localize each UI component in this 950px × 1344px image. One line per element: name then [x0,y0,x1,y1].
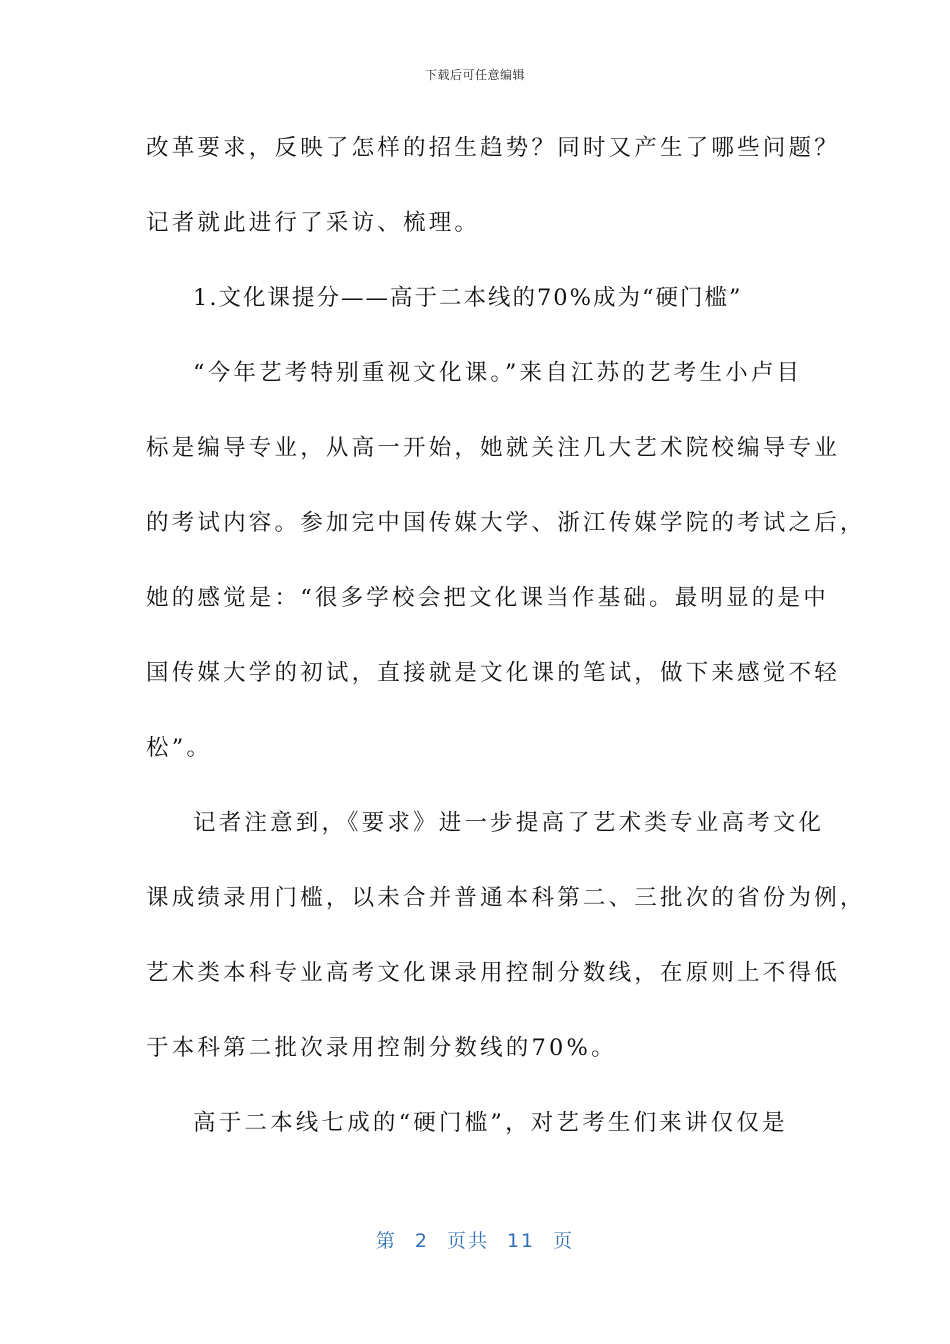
section-heading: 1.文化课提分——高于二本线的70%成为“硬门槛” [193,285,743,311]
text-line: 她的感觉是：“很多学校会把文化课当作基础。最明显的是中 [146,585,829,611]
text-line: 松”。 [146,735,213,761]
paragraph-start: “今年艺考特别重视文化课。”来自江苏的艺考生小卢目 [193,360,803,386]
footer-suffix: 页 [553,1230,575,1252]
footer-prefix: 第 [375,1230,397,1252]
paragraph-start: 记者注意到，《要求》进一步提高了艺术类专业高考文化 [193,810,825,836]
text-line: 于本科第二批次录用控制分数线的70%。 [146,1035,617,1061]
paragraph-start: 高于二本线七成的“硬门槛”，对艺考生们来讲仅仅是 [193,1110,788,1136]
total-pages-number: 11 [506,1230,536,1252]
text-line: 国传媒大学的初试，直接就是文化课的笔试，做下来感觉不轻 [146,660,840,686]
page-footer [0,1226,950,1253]
text-line: 记者就此进行了采访、梳理。 [146,210,481,236]
text-line: 标是编导专业，从高一开始，她就关注几大艺术院校编导专业 [146,435,840,461]
text-line: 艺术类本科专业高考文化课录用控制分数线，在原则上不得低 [146,960,840,986]
current-page-number: 2 [414,1230,429,1252]
text-line: 改革要求，反映了怎样的招生趋势？同时又产生了哪些问题？ [146,135,840,161]
footer-middle: 页共 [446,1230,489,1252]
text-line: 的考试内容。参加完中国传媒大学、浙江传媒学院的考试之后， [146,510,866,536]
download-note: 下载后可任意编辑 [424,68,525,82]
document-body [146,111,866,1161]
text-line: 课成绩录用门槛，以未合并普通本科第二、三批次的省份为例， [146,885,866,911]
